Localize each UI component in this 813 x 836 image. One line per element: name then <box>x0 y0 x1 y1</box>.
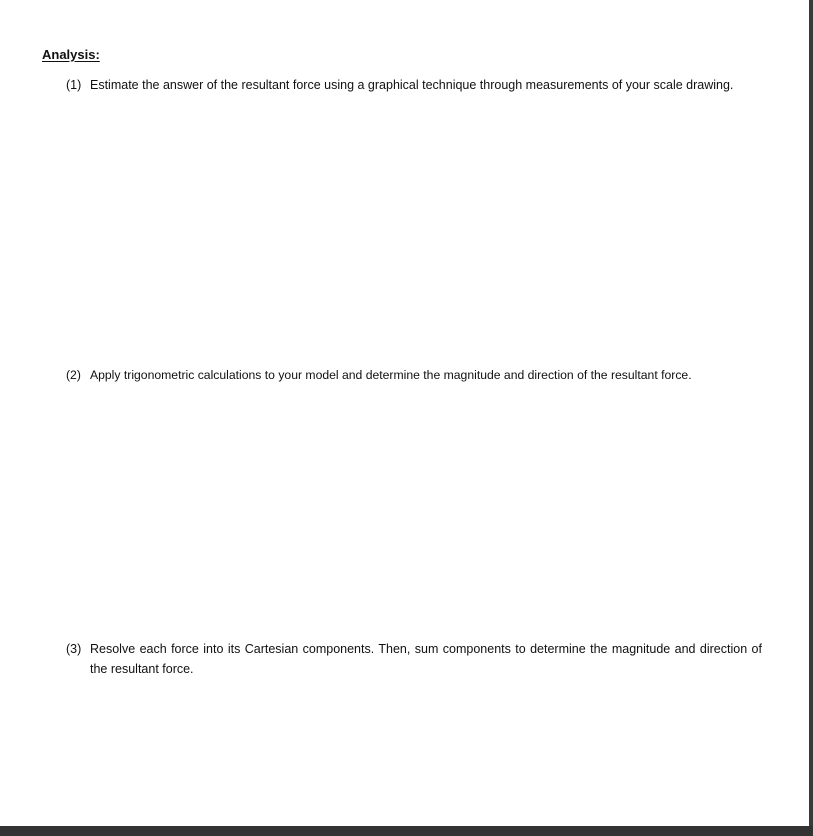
question-1-text: Estimate the answer of the resultant force using a graphical technique through measurements of your scale drawing. <box>90 78 734 92</box>
question-2 <box>66 366 762 386</box>
question-1-number: (1) <box>66 78 82 92</box>
question-2-text: Apply trigonometric calculations to your model and determine the magnitude and direction of the resultant force. <box>90 368 692 382</box>
analysis-heading: Analysis: <box>42 47 100 62</box>
question-2-number: (2) <box>66 368 81 382</box>
question-3 <box>66 640 762 679</box>
question-3-number: (3) <box>66 642 82 656</box>
question-1 <box>66 76 762 96</box>
viewer-bottom-bar <box>0 826 813 836</box>
question-3-text: Resolve each force into its Cartesian components. Then, sum components to determine the magnitude and direction of the resultant force. <box>90 642 762 676</box>
page-right-edge <box>809 0 813 836</box>
